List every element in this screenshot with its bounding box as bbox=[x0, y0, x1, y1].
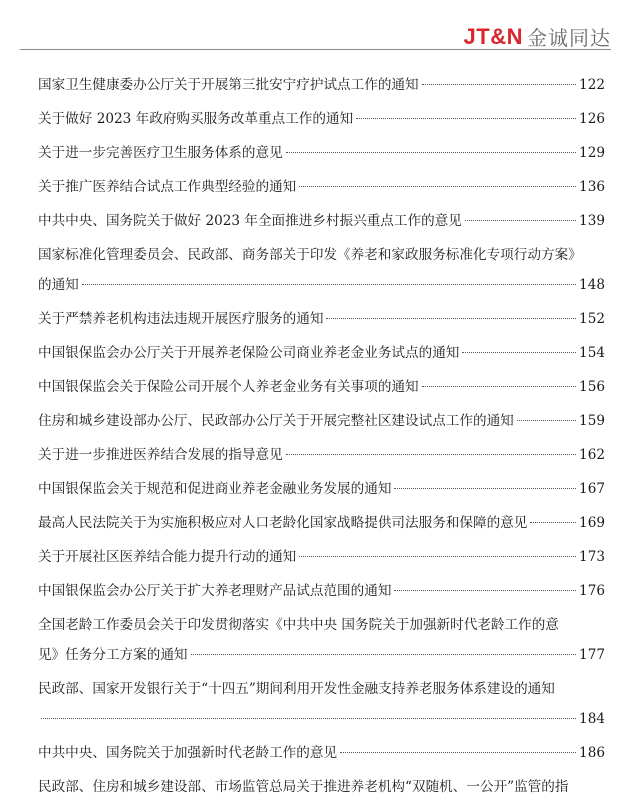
dot-leader bbox=[41, 718, 576, 719]
toc-entry-page: 186 bbox=[579, 745, 605, 761]
toc-entry-title: 中共中央、国务院关于做好 2023 年全面推进乡村振兴重点工作的意见 bbox=[38, 213, 462, 229]
toc-entry-title-line1: 国家标准化管理委员会、民政部、商务部关于印发《养老和家政服务标准化专项行动方案》 bbox=[38, 247, 582, 263]
toc-entry-page: 129 bbox=[579, 145, 605, 161]
toc-entry-title: 中国银保监会办公厅关于扩大养老理财产品试点范围的通知 bbox=[38, 583, 392, 599]
toc-entry[interactable] bbox=[38, 372, 605, 406]
toc-entry-page: 184 bbox=[579, 711, 605, 727]
toc-entry-title: 关于开展社区医养结合能力提升行动的通知 bbox=[38, 549, 297, 565]
toc-entry-page: 173 bbox=[579, 549, 605, 565]
toc-entry-title: 关于进一步推进医养结合发展的指导意见 bbox=[38, 447, 283, 463]
dot-leader bbox=[286, 454, 576, 455]
toc-entry-title-line1: 民政部、国家开发银行关于“十四五”期间利用开发性金融支持养老服务体系建设的通知 bbox=[38, 681, 555, 697]
toc-entry-title: 见》任务分工方案的通知 bbox=[38, 647, 188, 663]
toc-entry[interactable] bbox=[38, 304, 605, 338]
dot-leader bbox=[286, 152, 576, 153]
toc-entry[interactable] bbox=[38, 206, 605, 240]
toc-entry-page: 148 bbox=[579, 277, 605, 293]
dot-leader bbox=[340, 752, 576, 753]
toc-entry-title: 关于进一步完善医疗卫生服务体系的意见 bbox=[38, 145, 283, 161]
brand-logo bbox=[464, 22, 611, 51]
toc-entry[interactable] bbox=[38, 338, 605, 372]
toc-entry[interactable] bbox=[38, 772, 605, 806]
table-of-contents bbox=[38, 70, 605, 806]
toc-entry-title: 关于做好 2023 年政府购买服务改革重点工作的通知 bbox=[38, 111, 354, 127]
toc-entry[interactable] bbox=[38, 70, 605, 104]
dot-leader bbox=[422, 386, 576, 387]
toc-entry-title: 的通知 bbox=[38, 277, 79, 293]
header-divider bbox=[20, 49, 611, 50]
toc-entry[interactable] bbox=[38, 406, 605, 440]
toc-entry-title: 住房和城乡建设部办公厅、民政部办公厅关于开展完整社区建设试点工作的通知 bbox=[38, 413, 514, 429]
dot-leader bbox=[394, 488, 576, 489]
toc-entry-title: 最高人民法院关于为实施积极应对人口老龄化国家战略提供司法服务和保障的意见 bbox=[38, 515, 528, 531]
toc-entry-page: 136 bbox=[579, 179, 605, 195]
dot-leader bbox=[356, 118, 576, 119]
dot-leader bbox=[82, 284, 576, 285]
toc-entry-title: 中国银保监会关于保险公司开展个人养老金业务有关事项的通知 bbox=[38, 379, 419, 395]
dot-leader bbox=[462, 352, 576, 353]
toc-entry[interactable] bbox=[38, 576, 605, 610]
dot-leader bbox=[326, 318, 576, 319]
toc-entry-page: 152 bbox=[579, 311, 605, 327]
toc-entry[interactable] bbox=[38, 172, 605, 206]
page-header bbox=[0, 0, 625, 58]
dot-leader bbox=[465, 220, 576, 221]
toc-entry[interactable] bbox=[38, 508, 605, 542]
toc-entry-title: 关于严禁养老机构违法违规开展医疗服务的通知 bbox=[38, 311, 324, 327]
dot-leader bbox=[422, 84, 576, 85]
toc-entry-page: 162 bbox=[579, 447, 605, 463]
toc-entry-page: 176 bbox=[579, 583, 605, 599]
toc-entry[interactable] bbox=[38, 610, 605, 674]
toc-entry-page: 177 bbox=[579, 647, 605, 663]
toc-entry-title: 中国银保监会关于规范和促进商业养老金融业务发展的通知 bbox=[38, 481, 392, 497]
logo-latin-text: JT&N bbox=[463, 23, 523, 49]
toc-entry-title: 中国银保监会办公厅关于开展养老保险公司商业养老金业务试点的通知 bbox=[38, 345, 460, 361]
toc-entry[interactable] bbox=[38, 104, 605, 138]
toc-entry-title-line1: 民政部、住房和城乡建设部、市场监管总局关于推进养老机构“双随机、一公开”监管的指 bbox=[38, 779, 569, 795]
toc-entry-title: 国家卫生健康委办公厅关于开展第三批安宁疗护试点工作的通知 bbox=[38, 77, 419, 93]
dot-leader bbox=[191, 654, 577, 655]
logo-cjk-text: 金诚同达 bbox=[527, 28, 611, 50]
toc-entry-page: 156 bbox=[579, 379, 605, 395]
toc-entry[interactable] bbox=[38, 240, 605, 304]
dot-leader bbox=[517, 420, 576, 421]
toc-entry[interactable] bbox=[38, 674, 605, 738]
toc-entry-page: 169 bbox=[579, 515, 605, 531]
toc-entry[interactable] bbox=[38, 542, 605, 576]
toc-entry-page: 122 bbox=[579, 77, 605, 93]
toc-entry[interactable] bbox=[38, 738, 605, 772]
dot-leader bbox=[299, 186, 576, 187]
toc-entry-page: 159 bbox=[579, 413, 605, 429]
toc-entry-page: 126 bbox=[579, 111, 605, 127]
dot-leader bbox=[530, 522, 576, 523]
toc-entry[interactable] bbox=[38, 474, 605, 508]
toc-entry-page: 154 bbox=[579, 345, 605, 361]
dot-leader bbox=[299, 556, 576, 557]
toc-entry-title-line1: 全国老龄工作委员会关于印发贯彻落实《中共中央 国务院关于加强新时代老龄工作的意 bbox=[38, 617, 559, 633]
dot-leader bbox=[394, 590, 576, 591]
toc-entry[interactable] bbox=[38, 440, 605, 474]
toc-entry-page: 167 bbox=[579, 481, 605, 497]
toc-entry-title: 中共中央、国务院关于加强新时代老龄工作的意见 bbox=[38, 745, 338, 761]
toc-entry-page: 139 bbox=[579, 213, 605, 229]
toc-entry-title: 关于推广医养结合试点工作典型经验的通知 bbox=[38, 179, 297, 195]
toc-entry[interactable] bbox=[38, 138, 605, 172]
